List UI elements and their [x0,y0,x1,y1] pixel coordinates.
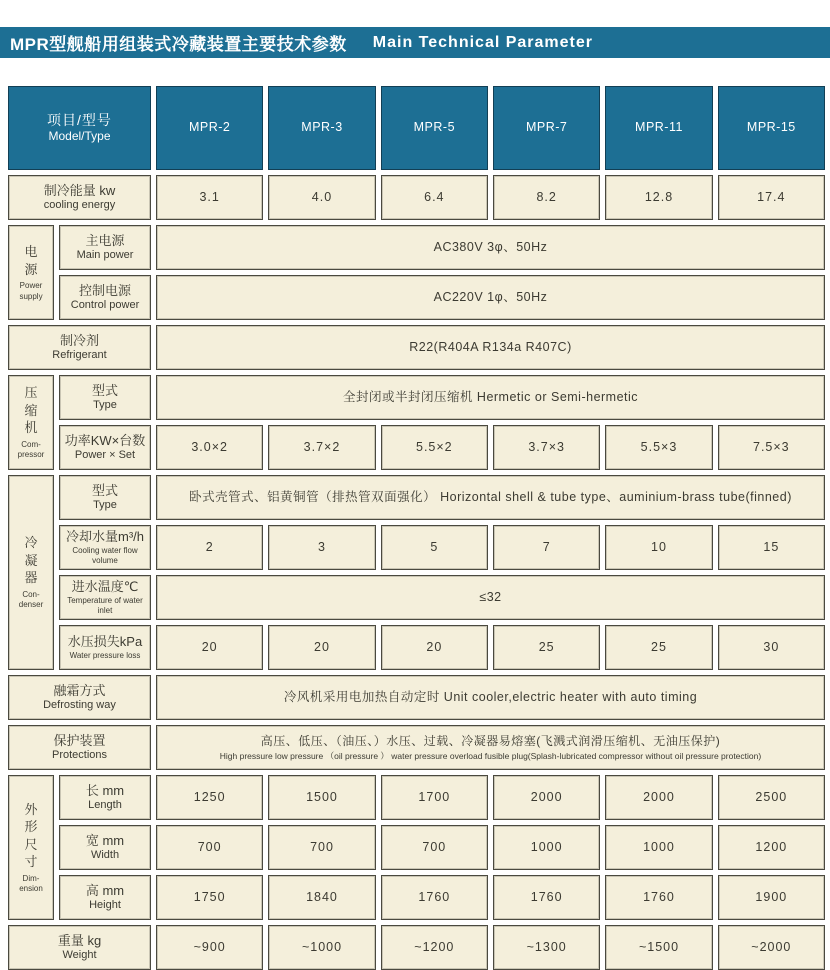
pressure-loss-value: 20 [268,625,375,670]
cooling-water-value: 5 [381,525,488,570]
cooling-water-value: 10 [605,525,712,570]
refrigerant-value: R22(R404A R134a R407C) [156,325,825,370]
inlet-temp-value: ≤32 [156,575,825,620]
weight-value: ~1300 [493,925,600,970]
condenser-type-value: 卧式壳管式、铝黄铜管（排热管双面强化） Horizontal shell & tube type、auminium-brass tube(finned) [156,475,825,520]
group-compressor: 压缩机 Com-pressor [8,375,54,470]
power-set-value: 5.5×2 [381,425,488,470]
weight-value: ~1500 [605,925,712,970]
length-value: 2000 [605,775,712,820]
row-label-protections: 保护装置 Protections [8,725,151,770]
page-title-zh: MPR型舰船用组装式冷藏装置主要技术参数 [10,35,347,54]
cooling-energy-value: 12.8 [605,175,712,220]
pressure-loss-value: 25 [493,625,600,670]
row-label-cooling-energy: 制冷能量 kw cooling energy [8,175,151,220]
spec-table [8,86,825,970]
width-value: 700 [381,825,488,870]
row-label-compressor-type: 型式 Type [59,375,151,420]
row-label-defrosting: 融霜方式 Defrosting way [8,675,151,720]
height-value: 1840 [268,875,375,920]
height-value: 1760 [493,875,600,920]
height-value: 1760 [381,875,488,920]
header-model: MPR-15 [718,86,825,170]
weight-value: ~1200 [381,925,488,970]
power-set-value: 5.5×3 [605,425,712,470]
row-label-width: 宽 mm Width [59,825,151,870]
length-value: 2000 [493,775,600,820]
row-label-length: 长 mm Length [59,775,151,820]
control-power-value: AC220V 1φ、50Hz [156,275,825,320]
group-condenser: 冷凝器 Con-denser [8,475,54,670]
compressor-type-value: 全封闭或半封闭压缩机 Hermetic or Semi-hermetic [156,375,825,420]
weight-value: ~1000 [268,925,375,970]
width-value: 1200 [718,825,825,870]
pressure-loss-value: 30 [718,625,825,670]
height-value: 1900 [718,875,825,920]
row-label-height: 高 mm Height [59,875,151,920]
power-set-value: 3.7×2 [268,425,375,470]
header-model: MPR-11 [605,86,712,170]
row-label-inlet-temp: 进水温度℃ Temperature of water inlet [59,575,151,620]
width-value: 700 [156,825,263,870]
cooling-energy-value: 17.4 [718,175,825,220]
header-model: MPR-5 [381,86,488,170]
row-label-control-power: 控制电源 Control power [59,275,151,320]
row-label-refrigerant: 制冷剂 Refrigerant [8,325,151,370]
weight-value: ~900 [156,925,263,970]
main-power-value: AC380V 3φ、50Hz [156,225,825,270]
protections-value: 高压、低压、（油压、）水压、过载、冷凝器易熔塞(飞溅式润滑压缩机、无油压保护) High pressure low pressure （oil pressure ） water pressure overload fusible plug(Splash-lubricated compressor without oil pressure protection) [156,725,825,770]
height-value: 1760 [605,875,712,920]
cooling-energy-value: 8.2 [493,175,600,220]
row-label-condenser-type: 型式 Type [59,475,151,520]
length-value: 1250 [156,775,263,820]
defrosting-value: 冷风机采用电加热自动定时 Unit cooler,electric heater with auto timing [156,675,825,720]
header-model: MPR-2 [156,86,263,170]
pressure-loss-value: 20 [381,625,488,670]
cooling-energy-value: 4.0 [268,175,375,220]
group-dimension: 外形尺寸 Dim-ension [8,775,54,920]
cooling-water-value: 2 [156,525,263,570]
cooling-energy-value: 3.1 [156,175,263,220]
weight-value: ~2000 [718,925,825,970]
group-power-supply: 电源 Power supply [8,225,54,320]
width-value: 700 [268,825,375,870]
cooling-water-value: 3 [268,525,375,570]
height-value: 1750 [156,875,263,920]
header-model: MPR-7 [493,86,600,170]
length-value: 1500 [268,775,375,820]
power-set-value: 3.0×2 [156,425,263,470]
pressure-loss-value: 20 [156,625,263,670]
width-value: 1000 [493,825,600,870]
cooling-water-value: 15 [718,525,825,570]
power-set-value: 7.5×3 [718,425,825,470]
length-value: 1700 [381,775,488,820]
row-label-pressure-loss: 水压损失kPa Water pressure loss [59,625,151,670]
pressure-loss-value: 25 [605,625,712,670]
header-model: MPR-3 [268,86,375,170]
row-label-main-power: 主电源 Main power [59,225,151,270]
row-label-power-set: 功率KW×台数 Power × Set [59,425,151,470]
cooling-energy-value: 6.4 [381,175,488,220]
power-set-value: 3.7×3 [493,425,600,470]
length-value: 2500 [718,775,825,820]
page-title [0,27,830,58]
row-label-cooling-water: 冷却水量m³/h Cooling water flow volume [59,525,151,570]
page-title-en: Main Technical Parameter [372,33,594,51]
cooling-water-value: 7 [493,525,600,570]
header-model-type: 项目/型号 Model/Type [8,86,151,170]
width-value: 1000 [605,825,712,870]
row-label-weight: 重量 kg Weight [8,925,151,970]
